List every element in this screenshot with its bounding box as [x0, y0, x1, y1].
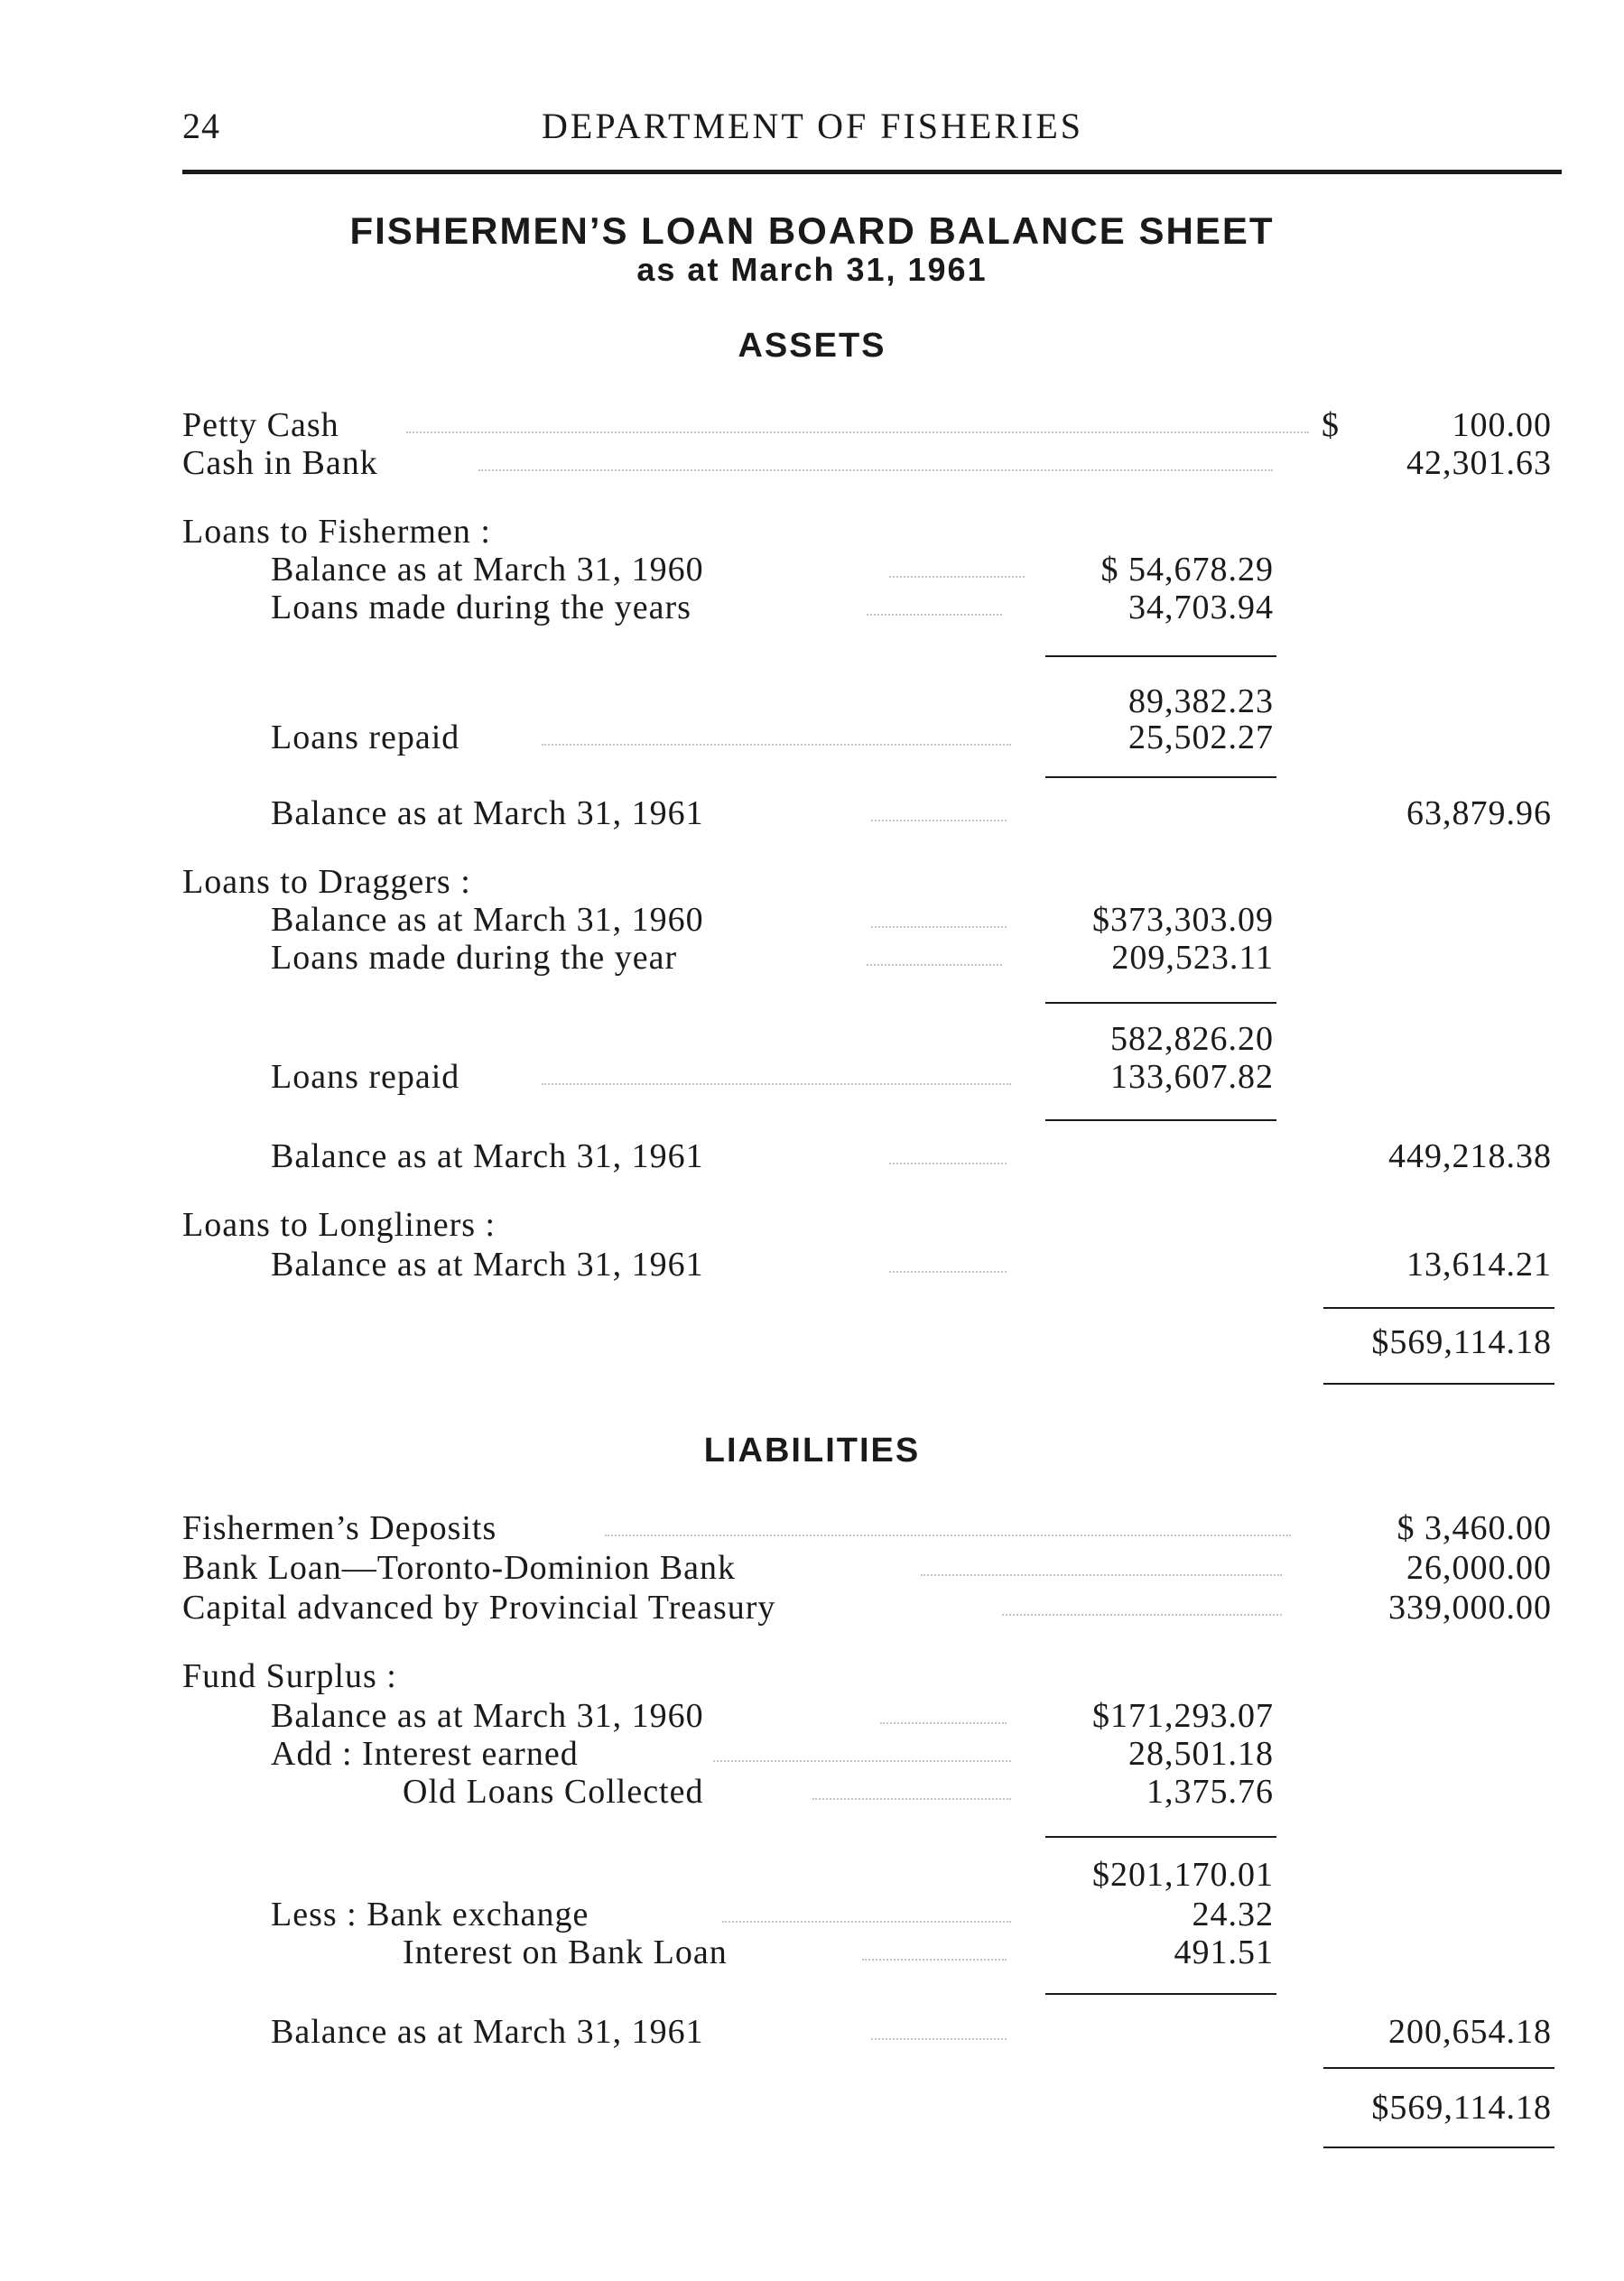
- interest-earned-label: Add : Interest earned: [271, 1735, 579, 1773]
- subtotal-rule: [1045, 1119, 1276, 1121]
- deposits-row: [0, 1507, 1624, 1549]
- deposits-amount: $ 3,460.00: [1397, 1509, 1552, 1547]
- draggers-subtotal-row: [0, 1018, 1624, 1060]
- surplus-opening-amount: $171,293.07: [1092, 1697, 1274, 1735]
- longliners-heading: Loans to Longliners :: [182, 1206, 496, 1244]
- leader-dots: [605, 1535, 1291, 1536]
- total-rule: [1323, 2067, 1554, 2069]
- draggers-opening-row: [0, 899, 1624, 941]
- fishermen-opening-label: Balance as at March 31, 1960: [271, 551, 704, 589]
- header-rule: [182, 170, 1562, 174]
- leader-dots: [889, 1271, 1007, 1273]
- fishermen-closing-label: Balance as at March 31, 1961: [271, 794, 704, 832]
- subtotal-rule: [1045, 655, 1276, 657]
- draggers-closing-amount: 449,218.38: [1388, 1137, 1552, 1175]
- leader-dots: [867, 614, 1002, 616]
- leader-dots: [1002, 1614, 1282, 1616]
- leader-dots: [713, 1760, 1011, 1762]
- longliners-closing-amount: 13,614.21: [1406, 1246, 1552, 1284]
- leader-dots: [406, 431, 1309, 433]
- leader-dots: [722, 1921, 1011, 1923]
- draggers-repaid-row: [0, 1056, 1624, 1098]
- longliners-heading-row: [0, 1204, 1624, 1246]
- bank-exchange-amount: 24.32: [1192, 1896, 1274, 1933]
- leader-dots: [542, 744, 1011, 746]
- leader-dots: [812, 1798, 1011, 1800]
- surplus-opening-label: Balance as at March 31, 1960: [271, 1697, 704, 1735]
- interest-bank-loan-amount: 491.51: [1174, 1933, 1274, 1971]
- interest-earned-row: [0, 1733, 1624, 1775]
- capital-amount: 339,000.00: [1388, 1589, 1552, 1627]
- currency-sign: $: [1322, 406, 1340, 444]
- fishermen-opening-row: [0, 549, 1624, 590]
- leader-dots: [889, 1163, 1007, 1164]
- interest-bank-loan-row: [0, 1932, 1624, 1973]
- surplus-closing-label: Balance as at March 31, 1961: [271, 2013, 704, 2051]
- interest-bank-loan-label: Interest on Bank Loan: [403, 1933, 728, 1971]
- leader-dots: [867, 964, 1002, 966]
- draggers-opening-label: Balance as at March 31, 1960: [271, 901, 704, 939]
- interest-earned-amount: 28,501.18: [1128, 1735, 1274, 1773]
- surplus-subtotal: $201,170.01: [1092, 1856, 1274, 1894]
- bank-loan-amount: 26,000.00: [1406, 1549, 1552, 1587]
- draggers-heading-row: [0, 861, 1624, 903]
- leader-dots: [871, 2038, 1007, 2040]
- leader-dots: [542, 1083, 1011, 1085]
- fishermen-closing-amount: 63,879.96: [1406, 794, 1552, 832]
- leader-dots: [921, 1574, 1282, 1576]
- fishermen-heading-row: [0, 511, 1624, 552]
- bank-loan-row: [0, 1547, 1624, 1589]
- fishermen-subtotal: 89,382.23: [1128, 682, 1274, 720]
- fishermen-heading: Loans to Fishermen :: [182, 513, 491, 551]
- fishermen-repaid-label: Loans repaid: [271, 719, 460, 756]
- leader-dots: [478, 469, 1273, 471]
- fishermen-made-label: Loans made during the years: [271, 589, 691, 626]
- draggers-opening-amount: $373,303.09: [1092, 901, 1274, 939]
- surplus-closing-row: [0, 2011, 1624, 2053]
- longliners-closing-row: [0, 1244, 1624, 1285]
- old-loans-amount: 1,375.76: [1146, 1773, 1274, 1811]
- liabilities-grand-total: $569,114.18: [1371, 2089, 1552, 2127]
- fishermen-made-amount: 34,703.94: [1128, 589, 1274, 626]
- leader-dots: [889, 576, 1025, 578]
- leader-dots: [871, 926, 1007, 928]
- assets-heading: ASSETS: [738, 327, 886, 365]
- petty-cash-amount: 100.00: [1452, 406, 1552, 444]
- total-double-rule: [1323, 2147, 1554, 2148]
- subtotal-rule: [1045, 1002, 1276, 1004]
- draggers-made-amount: 209,523.11: [1111, 939, 1274, 977]
- fishermen-closing-row: [0, 793, 1624, 834]
- bank-exchange-label: Less : Bank exchange: [271, 1896, 589, 1933]
- draggers-heading: Loans to Draggers :: [182, 863, 471, 901]
- total-rule: [1323, 1307, 1554, 1309]
- draggers-subtotal: 582,826.20: [1110, 1020, 1274, 1058]
- fishermen-made-row: [0, 587, 1624, 628]
- fund-surplus-heading-row: [0, 1655, 1624, 1697]
- old-loans-label: Old Loans Collected: [403, 1773, 704, 1811]
- draggers-closing-row: [0, 1136, 1624, 1177]
- old-loans-row: [0, 1771, 1624, 1813]
- capital-row: [0, 1587, 1624, 1628]
- total-double-rule: [1323, 1383, 1554, 1385]
- cash-in-bank-label: Cash in Bank: [182, 444, 378, 482]
- draggers-made-label: Loans made during the year: [271, 939, 678, 977]
- fishermen-repaid-row: [0, 717, 1624, 758]
- deposits-label: Fishermen’s Deposits: [182, 1509, 497, 1547]
- cash-in-bank-amount: 42,301.63: [1406, 444, 1552, 482]
- surplus-subtotal-row: [0, 1854, 1624, 1896]
- page-number: 24: [182, 106, 220, 146]
- subtotal-rule: [1045, 776, 1276, 778]
- running-head: DEPARTMENT OF FISHERIES: [542, 106, 1084, 146]
- fishermen-repaid-amount: 25,502.27: [1128, 719, 1274, 756]
- document-date: as at March 31, 1961: [636, 251, 988, 288]
- document-title: FISHERMEN’S LOAN BOARD BALANCE SHEET: [349, 209, 1275, 252]
- assets-grand-total: $569,114.18: [1371, 1323, 1552, 1361]
- leader-dots: [880, 1722, 1007, 1724]
- draggers-repaid-amount: 133,607.82: [1110, 1058, 1274, 1096]
- fund-surplus-heading: Fund Surplus :: [182, 1657, 397, 1695]
- bank-exchange-row: [0, 1894, 1624, 1935]
- bank-loan-label: Bank Loan—Toronto-Dominion Bank: [182, 1549, 737, 1587]
- liabilities-total-row: [0, 2087, 1624, 2128]
- longliners-closing-label: Balance as at March 31, 1961: [271, 1246, 704, 1284]
- petty-cash-row: [0, 404, 1624, 446]
- cash-in-bank-row: [0, 442, 1624, 484]
- surplus-opening-row: [0, 1695, 1624, 1737]
- leader-dots: [871, 820, 1007, 821]
- leader-dots: [862, 1959, 1007, 1961]
- surplus-closing-amount: 200,654.18: [1388, 2013, 1552, 2051]
- fishermen-opening-amount: $ 54,678.29: [1100, 551, 1274, 589]
- petty-cash-label: Petty Cash: [182, 406, 339, 444]
- assets-total-row: [0, 1321, 1624, 1363]
- draggers-made-row: [0, 937, 1624, 978]
- subtotal-rule: [1045, 1993, 1276, 1995]
- subtotal-rule: [1045, 1836, 1276, 1838]
- liabilities-heading: LIABILITIES: [703, 1432, 921, 1470]
- capital-label: Capital advanced by Provincial Treasury: [182, 1589, 776, 1627]
- draggers-repaid-label: Loans repaid: [271, 1058, 460, 1096]
- draggers-closing-label: Balance as at March 31, 1961: [271, 1137, 704, 1175]
